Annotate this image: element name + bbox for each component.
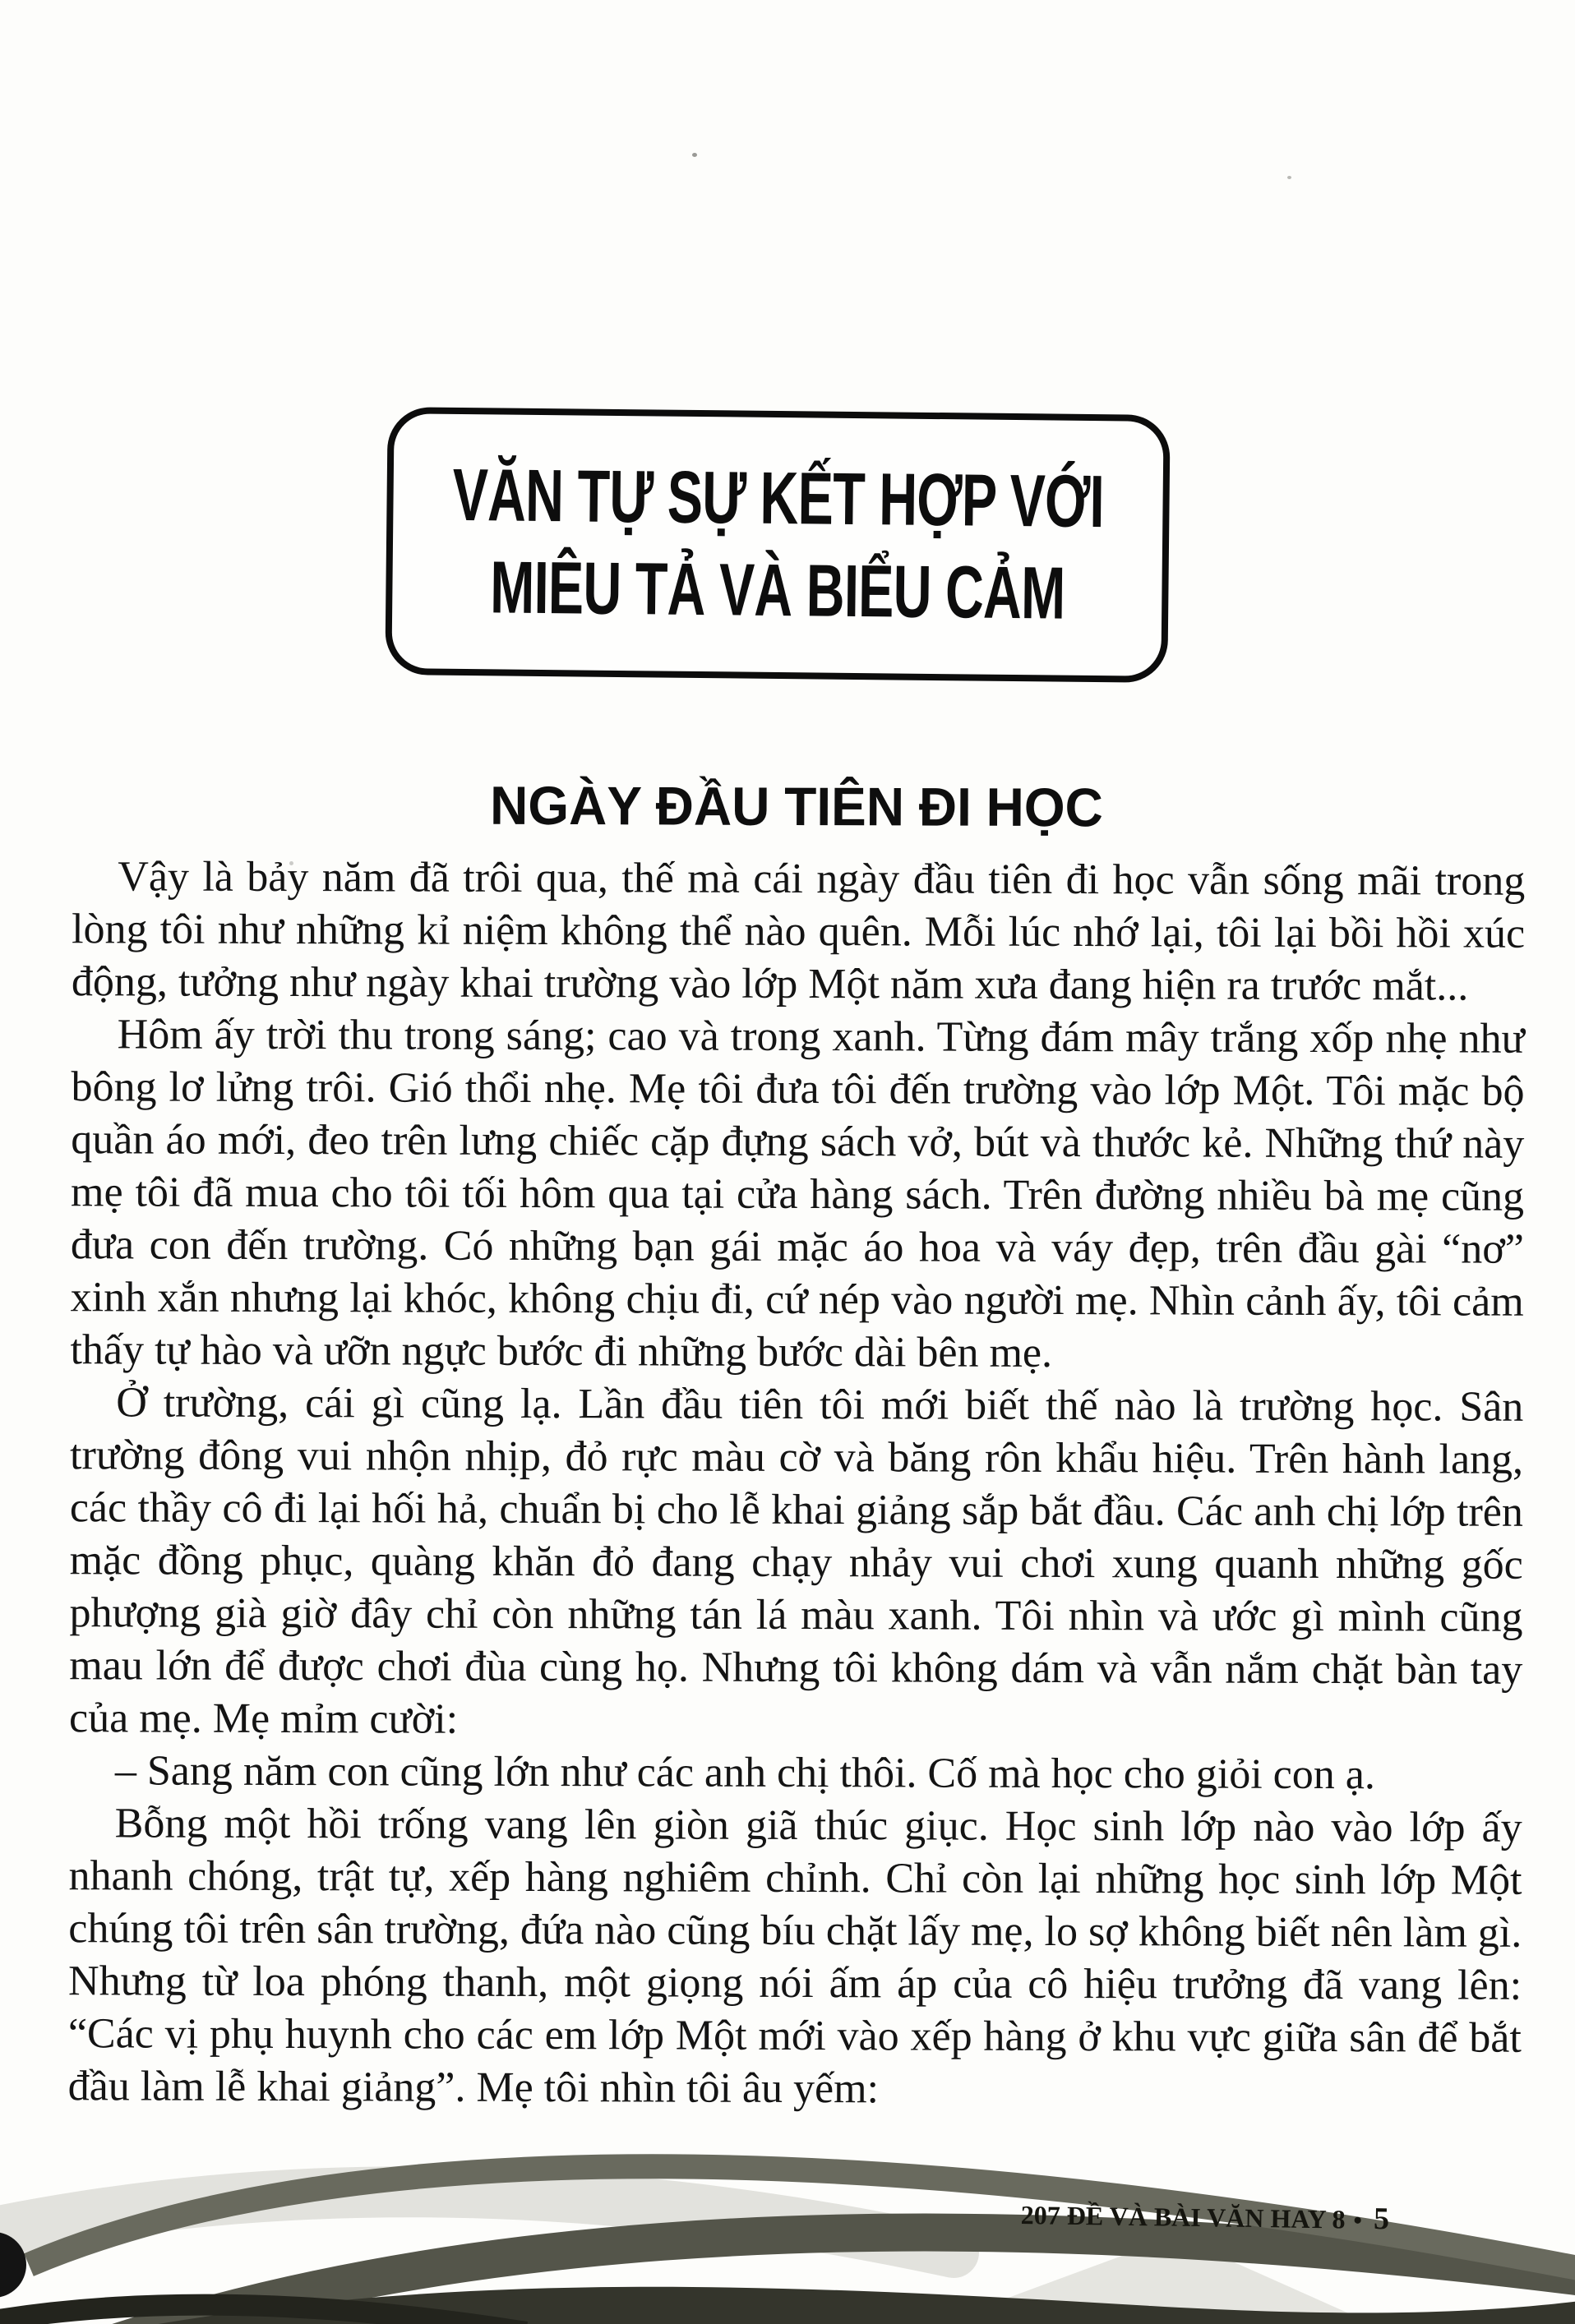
essay-title: NGÀY ĐẦU TIÊN ĐI HỌC [489,774,1104,838]
footer-book-title: 207 ĐỀ VÀ BÀI VĂN HAY 8 [1020,2200,1346,2234]
chapter-title-box [385,407,1170,683]
paragraph-3: Ở trường, cái gì cũng lạ. Lần đầu tiên tôi mới biết thế nào là trường học. Sân trường đông vui nhộn nhịp, đỏ rực màu cờ và băng rôn khẩu hiệu. Trên hành lang, các thầy cô đi lại hối hả, chuẩn bị cho lễ khai giảng sắp bắt đầu. Các anh chị lớp trên mặc đồng phục, quàng khăn đỏ đang chạy nhảy vui chơi xung quanh những gốc phượng già giờ đây chỉ còn những tán lá màu xanh. Tôi nhìn và ước gì mình cũng mau lớn để được chơi đùa cùng họ. Nhưng tôi không dám và vẫn nắm chặt bàn tay của mẹ. Mẹ mỉm cười: [69,1379,1524,1743]
paragraph-2: Hôm ấy trời thu trong sáng; cao và trong xanh. Từng đám mây trắng xốp nhẹ như bông lơ lửng trôi. Gió thổi nhẹ. Mẹ tôi đưa tôi đến trường vào lớp Một. Tôi mặc bộ quần áo mới, đeo trên lưng chiếc cặp đựng sách vở, bút và thước kẻ. Những thứ này mẹ tôi đã mua cho tôi tối hôm qua tại cửa hàng sách. Trên đường nhiều bà mẹ cũng đưa con đến trường. Có những bạn gái mặc áo hoa và váy đẹp, trên đầu gài “nơ” xinh xắn nhưng lại khóc, không chịu đi, cứ nép vào người mẹ. Nhìn cảnh ấy, tôi cảm thấy tự hào và ưỡn ngực bước đi những bước dài bên mẹ. [70,1011,1525,1376]
scan-speck [1287,176,1291,179]
scan-speck [692,153,697,157]
essay-body [68,851,1526,2118]
chapter-title-line1: VĂN TỰ SỰ KẾT HỢP VỚI [451,454,1105,544]
footer-page-number: 5 [1373,2201,1390,2237]
bottom-swoosh-graphic [0,2068,1575,2324]
chapter-title-line2: MIÊU TẢ VÀ BIỂU CẢM [489,546,1065,635]
page-footer [888,2196,1390,2239]
paragraph-1: Vậy là bảy năm đã trôi qua, thế mà cái ngày đầu tiên đi học vẫn sống mãi trong lòng tôi như những kỉ niệm không thể nào quên. Mỗi lúc nhớ lại, tôi lại bồi hồi xúc động, tưởng như ngày khai trường vào lớp Một năm xưa đang hiện ra trước mắt... [71,853,1526,1010]
paragraph-4: Bỗng một hồi trống vang lên giòn giã thúc giục. Học sinh lớp nào vào lớp ấy nhanh chóng, trật tự, xếp hàng nghiêm chỉnh. Chỉ còn lại những học sinh lớp Một chúng tôi trên sân trường, đứa nào cũng bíu chặt lấy mẹ, lo sợ không biết nên làm gì. Nhưng từ loa phóng thanh, một giọng nói ấm áp của cô hiệu trưởng đã vang lên: “Các vị phụ huynh cho các em lớp Một mới vào xếp hàng ở khu vực giữa sân để bắt đầu làm lễ khai giảng”. Mẹ tôi nhìn tôi âu yếm: [67,1800,1522,2113]
paragraph-dialogue: – Sang năm con cũng lớn như các anh chị thôi. Cố mà học cho giỏi con ạ. [114,1747,1375,1799]
footer-bullet: • [1353,2206,1363,2234]
